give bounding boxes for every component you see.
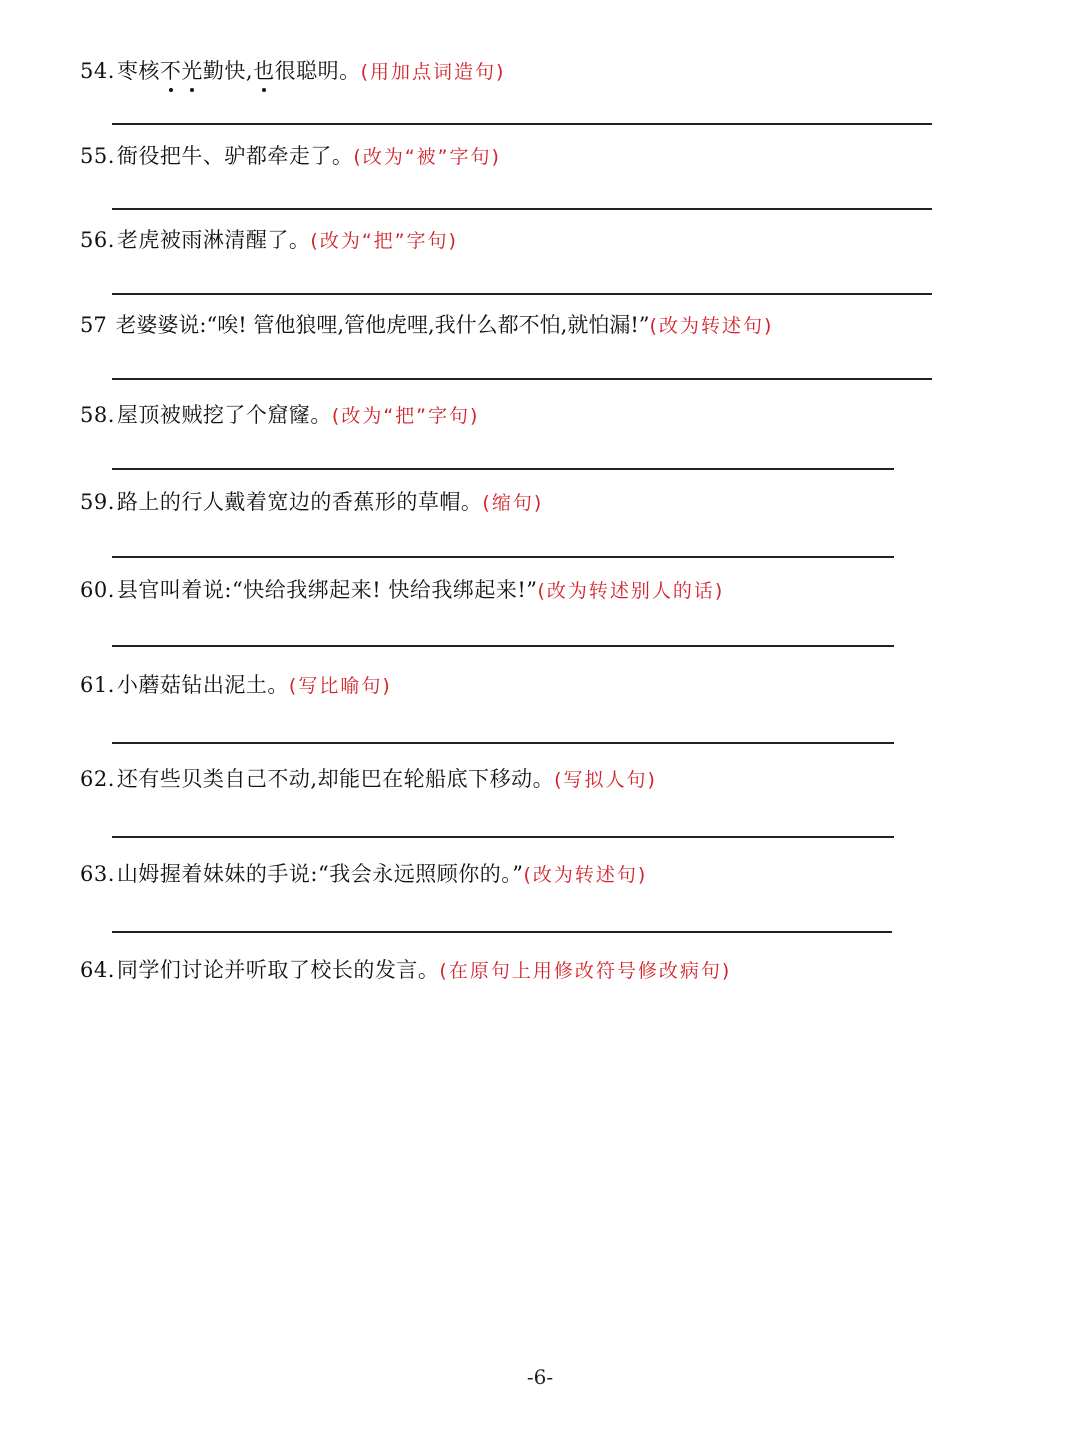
question-number: 63.: [80, 862, 115, 886]
answer-line-60[interactable]: [112, 645, 894, 647]
question-sentence: 屋顶被贼挖了个窟窿。: [116, 403, 332, 427]
question-64: [0, 955, 1080, 1045]
question-61-text: [80, 670, 392, 701]
question-63: [0, 859, 1080, 949]
sentence-part: 很聪明。: [274, 59, 361, 83]
sentence-part: 勤快,: [202, 59, 254, 83]
dotted-word: 不: [160, 56, 182, 86]
question-54: [0, 56, 1080, 146]
sentence-part: 枣核: [116, 59, 160, 83]
question-60: [0, 575, 1080, 665]
question-sentence: 路上的行人戴着宽边的香蕉形的草帽。: [116, 490, 483, 514]
question-57-text: [80, 310, 773, 341]
question-58-text: [80, 400, 479, 431]
answer-line-62[interactable]: [112, 836, 894, 838]
answer-line-56[interactable]: [112, 293, 932, 295]
answer-line-57[interactable]: [112, 378, 932, 380]
question-instruction: (写拟人句): [554, 769, 657, 791]
answer-line-63[interactable]: [112, 931, 892, 933]
question-number: 58.: [80, 403, 115, 427]
question-sentence: 县官叫着说:“快给我绑起来! 快给我绑起来!”: [116, 578, 538, 602]
question-55: [0, 141, 1080, 231]
question-number: 55.: [80, 144, 115, 168]
question-number: 56.: [80, 228, 115, 252]
question-number: 54.: [80, 59, 115, 83]
question-59: [0, 487, 1080, 577]
question-64-text: [80, 955, 731, 986]
question-number: 59.: [80, 490, 115, 514]
question-instruction: (改为“被”字句): [353, 146, 501, 168]
question-54-text: [80, 56, 505, 87]
question-56: [0, 225, 1080, 315]
question-sentence: 小蘑菇钻出泥土。: [116, 673, 289, 697]
question-instruction: (改为“把”字句): [331, 405, 480, 427]
question-instruction: (在原句上用修改符号修改病句): [439, 960, 732, 982]
question-sentence: 老婆婆说:“唉! 管他狼哩,管他虎哩,我什么都不怕,就怕漏!”: [108, 313, 650, 337]
answer-line-58[interactable]: [112, 468, 894, 470]
question-55-text: [80, 141, 501, 172]
question-sentence: 老虎被雨淋清醒了。: [116, 228, 311, 252]
question-61: [0, 670, 1080, 760]
question-60-text: [80, 575, 724, 606]
answer-line-54[interactable]: [112, 123, 932, 125]
question-sentence: 同学们讨论并听取了校长的发言。: [116, 958, 440, 982]
question-62-text: [80, 764, 657, 795]
question-sentence: 衙役把牛、驴都牵走了。: [116, 144, 354, 168]
question-number: 62.: [80, 767, 115, 791]
answer-line-55[interactable]: [112, 208, 932, 210]
question-56-text: [80, 225, 458, 256]
page-number: -6-: [526, 1365, 554, 1389]
answer-line-59[interactable]: [112, 556, 894, 558]
question-number: 64.: [80, 958, 115, 982]
question-59-text: [80, 487, 543, 518]
question-instruction: (改为转述句): [649, 315, 774, 337]
question-instruction: (用加点词造句): [360, 61, 506, 83]
question-57: [0, 310, 1080, 400]
question-instruction: (改为转述句): [523, 864, 648, 886]
question-sentence: 山姆握着妹妹的手说:“我会永远照顾你的。”: [116, 862, 524, 886]
question-number: 61.: [80, 673, 115, 697]
question-number: 60.: [80, 578, 115, 602]
question-number: 57: [80, 313, 107, 337]
question-instruction: (写比喻句): [288, 675, 392, 697]
question-63-text: [80, 859, 647, 890]
question-58: [0, 400, 1080, 490]
question-instruction: (缩句): [482, 492, 544, 514]
dotted-word: 也: [253, 56, 275, 86]
question-62: [0, 764, 1080, 854]
question-instruction: (改为“把”字句): [310, 230, 458, 252]
answer-line-61[interactable]: [112, 742, 894, 744]
question-instruction: (改为转述别人的话): [537, 580, 725, 602]
dotted-word: 光: [181, 56, 203, 86]
question-sentence: 还有些贝类自己不动,却能巴在轮船底下移动。: [116, 767, 555, 791]
